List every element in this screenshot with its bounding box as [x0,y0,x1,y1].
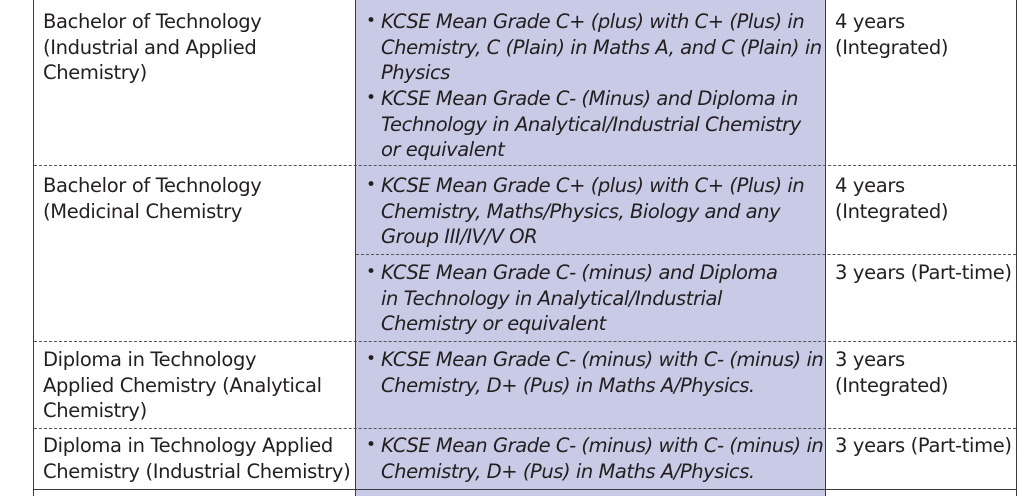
programme-duration: 3 years (Part-time) [835,261,1012,284]
programme-name: Diploma in Technology Applied Chemistry (Industrial Chemistry) [43,434,351,483]
bullet-icon: • [366,88,376,108]
requirement-text: KCSE Mean Grade C- (minus) with C- (minus) in Chemistry, D+ (Pus) in Maths A/Physics. [381,348,824,397]
bullet-icon: • [366,11,376,31]
row-divider [34,428,1016,429]
row-divider [34,341,1016,342]
programme-name: Bachelor of Technology (Industrial and Applied Chemistry) [43,10,262,84]
row-divider [356,254,1016,255]
bullet-icon: • [366,262,376,282]
column-divider-2 [825,0,826,496]
entry-requirement [366,347,824,398]
row-divider [34,165,1016,166]
column-divider-1 [355,0,356,496]
programme-name: Bachelor of Technology (Medicinal Chemistry [43,174,262,223]
programme-duration: 3 years (Part-time) [835,434,1012,457]
programme-name: Diploma in Technology Applied Chemistry (Analytical Chemistry) [43,348,322,422]
bullet-icon: • [366,175,376,195]
bullet-icon: • [366,349,376,369]
requirement-text: KCSE Mean Grade C- (Minus) and Diploma in Technology in Analytical/Industrial Chemistry or equivalent [381,87,801,161]
entry-requirement [366,86,801,163]
table-right-border [1016,0,1017,496]
requirement-text: KCSE Mean Grade C+ (plus) with C+ (Plus) in Chemistry, Maths/Physics, Biology and any Group III/IV/V OR [381,174,805,248]
entry-requirement [366,173,805,250]
requirement-text: KCSE Mean Grade C+ (plus) with C+ (Plus) in Chemistry, C (Plain) in Maths A, and C (Plain) in Physics [381,10,822,84]
entry-requirement [366,260,778,337]
requirement-text: KCSE Mean Grade C- (minus) and Diploma in Technology in Analytical/Industrial Chemistry or equivalent [381,261,778,335]
programme-duration: 4 years (Integrated) [835,10,949,59]
table-left-border [33,0,34,496]
programme-duration: 4 years (Integrated) [835,174,949,223]
requirement-text: KCSE Mean Grade C- (minus) with C- (minus) in Chemistry, D+ (Pus) in Maths A/Physics. [381,434,824,483]
programme-duration: 3 years (Integrated) [835,348,949,397]
entry-requirement [366,9,822,86]
bullet-icon: • [366,435,376,455]
entry-requirement [366,433,824,484]
table-bottom-border [34,489,1016,490]
